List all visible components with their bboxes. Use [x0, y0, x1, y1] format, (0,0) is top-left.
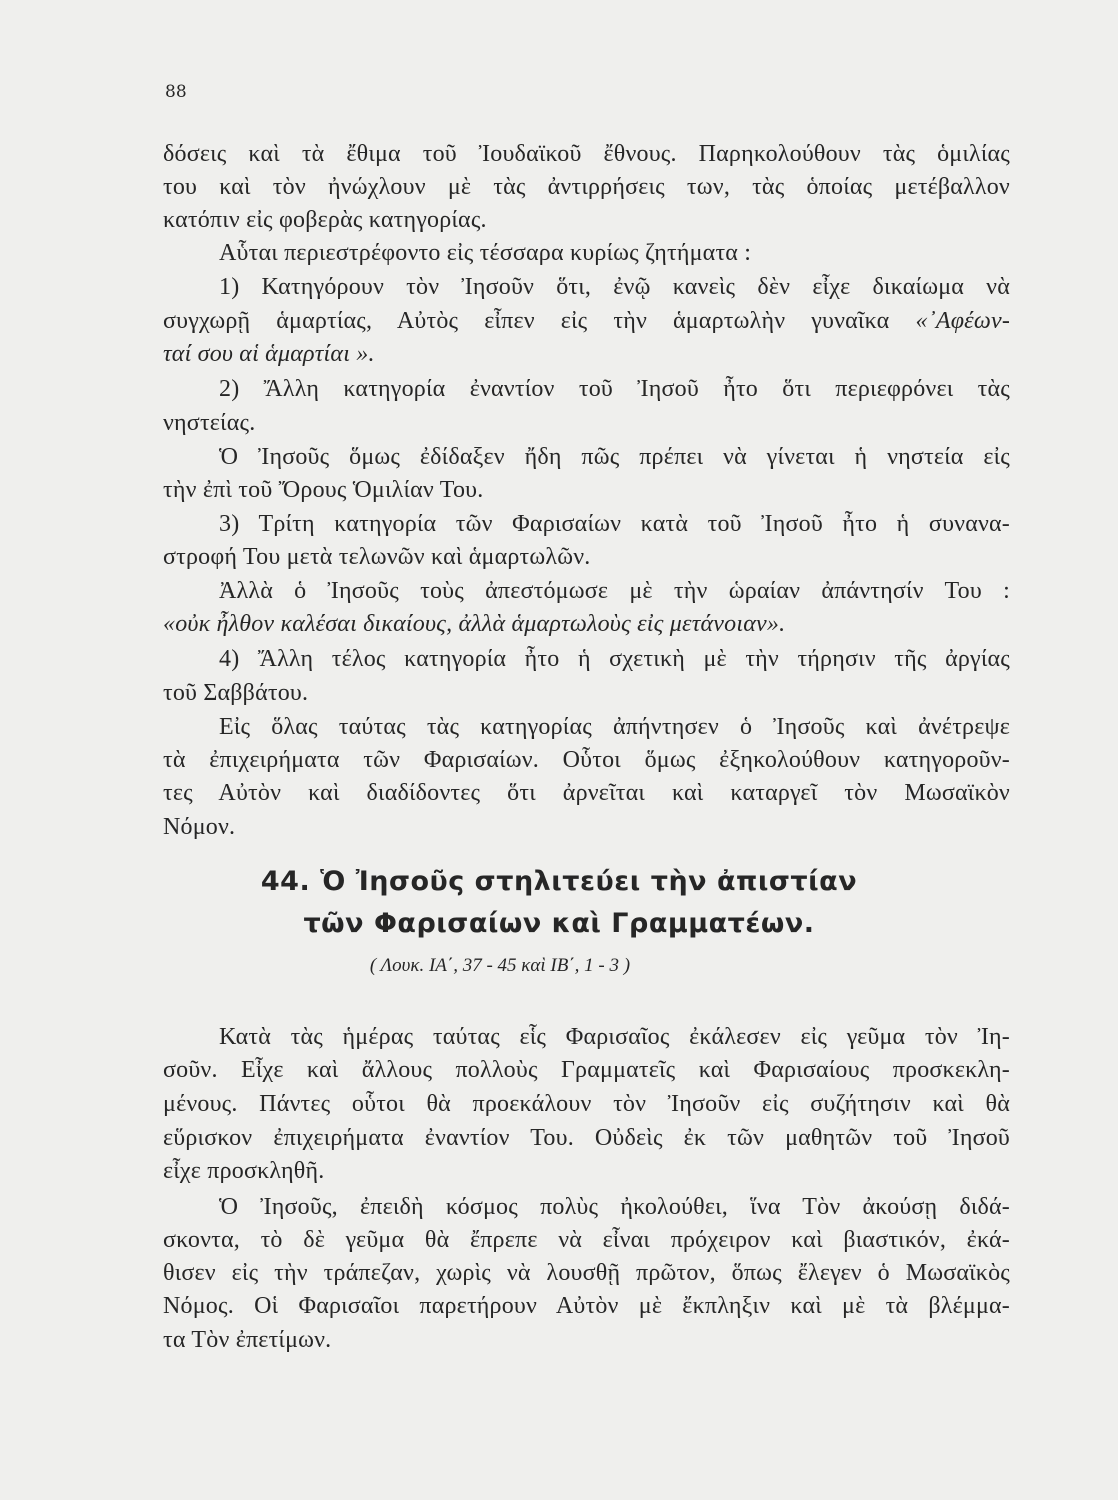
page-number: 88	[165, 82, 187, 102]
section-title-line-2: τῶν Φαρισαίων καὶ Γραμματέων.	[303, 908, 815, 939]
text-line: Νόμον.	[163, 814, 236, 840]
quote-italic: «᾽Αφέων-	[915, 308, 1011, 334]
text-line: τὴν ἐπὶ τοῦ Ὄρους Ὁμιλίαν Του.	[163, 477, 484, 503]
text-span: συγχωρῇ ἁμαρτίας, Αὐτὸς εἶπεν εἰς τὴν ἁμαρτωλὴν γυναῖκα	[163, 308, 890, 334]
text-line: Νόμος. Οἱ Φαρισαῖοι παρετήρουν Αὐτὸν μὲ ἔκπληξιν καὶ μὲ τὰ βλέμμα-	[163, 1293, 1010, 1319]
text-line: κατόπιν εἰς φοβερὰς κατηγορίας.	[163, 207, 487, 233]
text-line: τες Αὐτὸν καὶ διαδίδοντες ὅτι ἀρνεῖται καὶ καταργεῖ τὸν Μωσαϊκὸν	[163, 780, 1010, 806]
text-line: μένους. Πάντες οὗτοι θὰ προεκάλουν τὸν Ἰησοῦν εἰς συζήτησιν καὶ θὰ	[163, 1091, 1010, 1117]
text-line: Αὗται περιεστρέφοντο εἰς τέσσαρα κυρίως ζητήματα :	[219, 240, 752, 266]
text-line: 4) Ἄλλη τέλος κατηγορία ἦτο ἡ σχετικὴ μὲ τὴν τήρησιν τῆς ἀργίας	[219, 646, 1010, 672]
text-line: δόσεις καὶ τὰ ἔθιμα τοῦ Ἰουδαϊκοῦ ἔθνους. Παρηκολούθουν τὰς ὁμιλίας	[163, 141, 1010, 167]
text-line: σοῦν. Εἶχε καὶ ἄλλους πολλοὺς Γραμματεῖς καὶ Φαρισαίους προσκεκλη-	[163, 1057, 1010, 1083]
text-line: Ὁ Ἰησοῦς, ἐπειδὴ κόσμος πολὺς ἠκολούθει, ἵνα Τὸν ἀκούσῃ διδά-	[219, 1194, 1010, 1220]
text-line: εὕρισκον ἐπιχειρήματα ἐναντίον Του. Οὐδεὶς ἐκ τῶν μαθητῶν τοῦ Ἰησοῦ	[163, 1125, 1010, 1151]
text-line	[163, 307, 1010, 335]
text-line: του καὶ τὸν ἠνώχλουν μὲ τὰς ἀντιρρήσεις των, τὰς ὁποίας μετέβαλλον	[163, 174, 1010, 200]
text-line: 2) Ἄλλη κατηγορία ἐναντίον τοῦ Ἰησοῦ ἦτο ὅτι περιεφρόνει τὰς	[219, 376, 1010, 402]
text-line: θισεν εἰς τὴν τράπεζαν, χωρὶς νὰ λουσθῇ πρῶτον, ὅπως ἔλεγεν ὁ Μωσαϊκὸς	[163, 1260, 1010, 1286]
section-title-line-1: 44. Ὁ Ἰησοῦς στηλιτεύει τὴν ἀπιστίαν	[260, 866, 858, 897]
quote-italic: «οὐκ ἦλθον καλέσαι δικαίους, ἀλλὰ ἁμαρτωλοὺς εἰς μετάνοιαν».	[163, 611, 786, 637]
text-line: Εἰς ὅλας ταύτας τὰς κατηγορίας ἀπήντησεν ὁ Ἰησοῦς καὶ ἀνέτρεψε	[219, 714, 1010, 740]
text-line: εἶχε προσκληθῆ.	[163, 1158, 325, 1184]
text-line: σκοντα, τὸ δὲ γεῦμα θὰ ἔπρεπε νὰ εἶναι πρόχειρον καὶ βιαστικόν, ἐκά-	[163, 1227, 1010, 1253]
text-line: Κατὰ τὰς ἡμέρας ταύτας εἷς Φαρισαῖος ἐκάλεσεν εἰς γεῦμα τὸν Ἰη-	[219, 1024, 1010, 1050]
scripture-citation: ( Λουκ. ΙΑ΄, 37 - 45 καὶ ΙΒ΄, 1 - 3 )	[369, 955, 631, 976]
text-line: τὰ ἐπιχειρήματα τῶν Φαρισαίων. Οὗτοι ὅμως ἐξηκολούθουν κατηγοροῦν-	[163, 747, 1010, 773]
text-line: Ἀλλὰ ὁ Ἰησοῦς τοὺς ἀπεστόμωσε μὲ τὴν ὡραίαν ἀπάντησίν Του :	[219, 578, 1010, 604]
quote-italic: ταί σου αἱ ἁμαρτίαι ».	[163, 341, 375, 367]
text-line: Ὁ Ἰησοῦς ὅμως ἐδίδαξεν ἤδη πῶς πρέπει νὰ γίνεται ἡ νηστεία εἰς	[219, 444, 1010, 470]
text-line: 3) Τρίτη κατηγορία τῶν Φαρισαίων κατὰ τοῦ Ἰησοῦ ἦτο ἡ συνανα-	[219, 511, 1010, 537]
text-line: τοῦ Σαββάτου.	[163, 680, 309, 706]
text-line: τα Τὸν ἐπετίμων.	[163, 1327, 332, 1353]
text-line: 1) Κατηγόρουν τὸν Ἰησοῦν ὅτι, ἐνῷ κανεὶς δὲν εἶχε δικαίωμα νὰ	[219, 274, 1010, 300]
text-line: στροφή Του μετὰ τελωνῶν καὶ ἁμαρτωλῶν.	[163, 544, 591, 570]
text-line: νηστείας.	[163, 410, 256, 436]
